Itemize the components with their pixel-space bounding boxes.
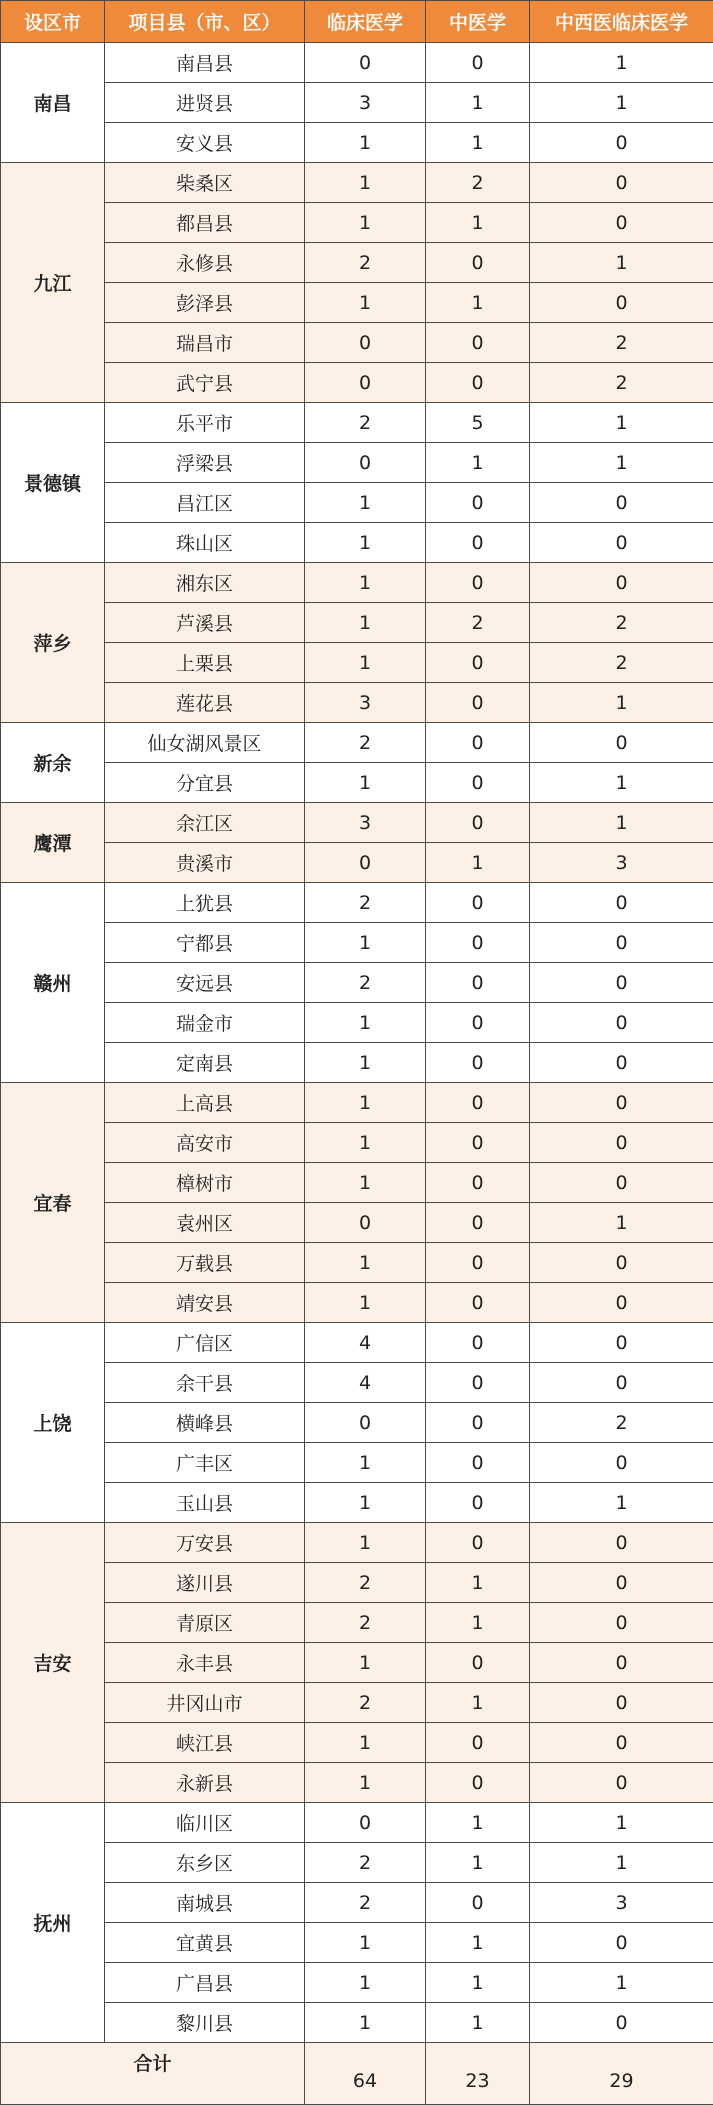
tcm-cell: 1 [426, 843, 530, 883]
county-cell: 井冈山市 [105, 1683, 305, 1723]
clinical-cell: 2 [305, 403, 426, 443]
tcm-cell: 0 [426, 1043, 530, 1083]
table-row [1, 2003, 713, 2043]
county-cell: 柴桑区 [105, 163, 305, 203]
integrated-cell: 0 [530, 1763, 713, 1803]
tcm-cell: 0 [426, 1643, 530, 1683]
tcm-cell: 1 [426, 1923, 530, 1963]
integrated-cell: 0 [530, 203, 713, 243]
clinical-cell: 2 [305, 883, 426, 923]
integrated-cell: 1 [530, 1843, 713, 1883]
county-cell: 定南县 [105, 1043, 305, 1083]
tcm-cell: 0 [426, 683, 530, 723]
table-row [1, 843, 713, 883]
table-row [1, 1123, 713, 1163]
header-city: 设区市 [1, 1, 105, 43]
table-row [1, 883, 713, 923]
county-cell: 遂川县 [105, 1563, 305, 1603]
tcm-cell: 0 [426, 1723, 530, 1763]
table-row [1, 1843, 713, 1883]
tcm-cell: 1 [426, 203, 530, 243]
clinical-cell: 1 [305, 1123, 426, 1163]
table-row [1, 1163, 713, 1203]
integrated-cell: 0 [530, 1363, 713, 1403]
header-tcm: 中医学 [426, 1, 530, 43]
clinical-cell: 1 [305, 1003, 426, 1043]
clinical-cell: 2 [305, 243, 426, 283]
tcm-cell: 1 [426, 2003, 530, 2043]
county-cell: 玉山县 [105, 1483, 305, 1523]
tcm-cell: 0 [426, 1323, 530, 1363]
integrated-cell: 0 [530, 1283, 713, 1323]
integrated-cell: 0 [530, 1243, 713, 1283]
city-cell: 宜春 [1, 1083, 105, 1323]
county-cell: 余江区 [105, 803, 305, 843]
tcm-cell: 1 [426, 83, 530, 123]
table-row [1, 1523, 713, 1563]
integrated-cell: 0 [530, 163, 713, 203]
county-cell: 南昌县 [105, 43, 305, 83]
clinical-cell: 0 [305, 1403, 426, 1443]
tcm-cell: 0 [426, 243, 530, 283]
county-cell: 宜黄县 [105, 1923, 305, 1963]
clinical-cell: 1 [305, 1523, 426, 1563]
county-cell: 莲花县 [105, 683, 305, 723]
county-cell: 南城县 [105, 1883, 305, 1923]
clinical-cell: 1 [305, 523, 426, 563]
integrated-cell: 3 [530, 843, 713, 883]
integrated-cell: 0 [530, 1523, 713, 1563]
clinical-cell: 1 [305, 1923, 426, 1963]
tcm-cell: 0 [426, 1483, 530, 1523]
county-cell: 余干县 [105, 1363, 305, 1403]
tcm-cell: 0 [426, 1443, 530, 1483]
integrated-cell: 0 [530, 1923, 713, 1963]
total-label: 合计 [1, 2043, 305, 2105]
clinical-cell: 1 [305, 1643, 426, 1683]
city-cell: 萍乡 [1, 563, 105, 723]
integrated-cell: 0 [530, 123, 713, 163]
clinical-cell: 1 [305, 123, 426, 163]
county-cell: 永新县 [105, 1763, 305, 1803]
table-row [1, 963, 713, 1003]
tcm-cell: 0 [426, 1763, 530, 1803]
table-row [1, 683, 713, 723]
clinical-cell: 0 [305, 43, 426, 83]
city-cell: 九江 [1, 163, 105, 403]
integrated-cell: 1 [530, 1803, 713, 1843]
tcm-cell: 1 [426, 1683, 530, 1723]
county-cell: 永丰县 [105, 1643, 305, 1683]
table-row [1, 403, 713, 443]
county-cell: 安义县 [105, 123, 305, 163]
integrated-cell: 0 [530, 1003, 713, 1043]
clinical-cell: 1 [305, 1723, 426, 1763]
clinical-cell: 1 [305, 643, 426, 683]
table-row [1, 1043, 713, 1083]
tcm-cell: 0 [426, 763, 530, 803]
integrated-cell: 1 [530, 1963, 713, 2003]
table-row [1, 723, 713, 763]
table-row [1, 443, 713, 483]
clinical-cell: 3 [305, 83, 426, 123]
integrated-cell: 0 [530, 1443, 713, 1483]
integrated-cell: 2 [530, 643, 713, 683]
integrated-cell: 0 [530, 1163, 713, 1203]
tcm-cell: 0 [426, 883, 530, 923]
header-clinical: 临床医学 [305, 1, 426, 43]
clinical-cell: 1 [305, 923, 426, 963]
integrated-cell: 0 [530, 523, 713, 563]
clinical-cell: 1 [305, 163, 426, 203]
tcm-cell: 0 [426, 363, 530, 403]
table-row [1, 483, 713, 523]
table-row [1, 643, 713, 683]
clinical-cell: 1 [305, 1963, 426, 2003]
total-tcm: 23 [426, 2043, 530, 2105]
table-row [1, 83, 713, 123]
table-row [1, 1763, 713, 1803]
clinical-cell: 1 [305, 283, 426, 323]
integrated-cell: 1 [530, 83, 713, 123]
county-cell: 广丰区 [105, 1443, 305, 1483]
table-row [1, 563, 713, 603]
total-row [1, 2043, 713, 2105]
table-row [1, 1083, 713, 1123]
clinical-cell: 0 [305, 843, 426, 883]
county-cell: 临川区 [105, 1803, 305, 1843]
tcm-cell: 1 [426, 1803, 530, 1843]
tcm-cell: 0 [426, 1123, 530, 1163]
tcm-cell: 0 [426, 1403, 530, 1443]
county-cell: 宁都县 [105, 923, 305, 963]
clinical-cell: 3 [305, 683, 426, 723]
integrated-cell: 0 [530, 1563, 713, 1603]
county-cell: 彭泽县 [105, 283, 305, 323]
integrated-cell: 0 [530, 1643, 713, 1683]
tcm-cell: 0 [426, 1083, 530, 1123]
county-cell: 青原区 [105, 1603, 305, 1643]
table-row [1, 923, 713, 963]
clinical-cell: 1 [305, 603, 426, 643]
integrated-cell: 0 [530, 1683, 713, 1723]
tcm-cell: 0 [426, 923, 530, 963]
integrated-cell: 0 [530, 1323, 713, 1363]
county-cell: 上高县 [105, 1083, 305, 1123]
tcm-cell: 0 [426, 1243, 530, 1283]
clinical-cell: 1 [305, 1083, 426, 1123]
table-row [1, 1283, 713, 1323]
tcm-cell: 0 [426, 563, 530, 603]
table-row [1, 123, 713, 163]
county-cell: 广信区 [105, 1323, 305, 1363]
table-row [1, 523, 713, 563]
integrated-cell: 1 [530, 763, 713, 803]
county-cell: 上犹县 [105, 883, 305, 923]
total-clinical: 64 [305, 2043, 426, 2105]
table-body [1, 43, 713, 2043]
clinical-cell: 2 [305, 963, 426, 1003]
tcm-cell: 0 [426, 643, 530, 683]
city-cell: 鹰潭 [1, 803, 105, 883]
clinical-cell: 1 [305, 1763, 426, 1803]
clinical-cell: 3 [305, 803, 426, 843]
county-cell: 乐平市 [105, 403, 305, 443]
city-cell: 景德镇 [1, 403, 105, 563]
tcm-cell: 0 [426, 43, 530, 83]
clinical-cell: 4 [305, 1323, 426, 1363]
county-cell: 东乡区 [105, 1843, 305, 1883]
county-cell: 黎川县 [105, 2003, 305, 2043]
tcm-cell: 0 [426, 1163, 530, 1203]
county-cell: 万安县 [105, 1523, 305, 1563]
tcm-cell: 1 [426, 1603, 530, 1643]
integrated-cell: 0 [530, 1723, 713, 1763]
integrated-cell: 0 [530, 883, 713, 923]
county-cell: 分宜县 [105, 763, 305, 803]
tcm-cell: 1 [426, 1963, 530, 2003]
integrated-cell: 1 [530, 1203, 713, 1243]
county-cell: 靖安县 [105, 1283, 305, 1323]
table-row [1, 163, 713, 203]
city-cell: 上饶 [1, 1323, 105, 1523]
integrated-cell: 2 [530, 323, 713, 363]
county-cell: 武宁县 [105, 363, 305, 403]
integrated-cell: 0 [530, 723, 713, 763]
tcm-cell: 2 [426, 603, 530, 643]
clinical-cell: 2 [305, 1603, 426, 1643]
county-cell: 万载县 [105, 1243, 305, 1283]
tcm-cell: 5 [426, 403, 530, 443]
county-cell: 高安市 [105, 1123, 305, 1163]
tcm-cell: 0 [426, 483, 530, 523]
tcm-cell: 0 [426, 723, 530, 763]
table-row [1, 1923, 713, 1963]
integrated-cell: 0 [530, 2003, 713, 2043]
table-row [1, 1363, 713, 1403]
tcm-cell: 0 [426, 1003, 530, 1043]
county-cell: 都昌县 [105, 203, 305, 243]
tcm-cell: 1 [426, 123, 530, 163]
clinical-cell: 0 [305, 1803, 426, 1843]
clinical-cell: 2 [305, 1563, 426, 1603]
tcm-cell: 0 [426, 1283, 530, 1323]
header-row [1, 1, 713, 43]
table-row [1, 283, 713, 323]
clinical-cell: 1 [305, 483, 426, 523]
county-cell: 广昌县 [105, 1963, 305, 2003]
table-row [1, 1603, 713, 1643]
tcm-cell: 1 [426, 283, 530, 323]
integrated-cell: 1 [530, 803, 713, 843]
table-row [1, 1243, 713, 1283]
tcm-cell: 0 [426, 523, 530, 563]
table-row [1, 1483, 713, 1523]
clinical-cell: 1 [305, 563, 426, 603]
clinical-cell: 0 [305, 323, 426, 363]
tcm-cell: 1 [426, 443, 530, 483]
clinical-cell: 1 [305, 1483, 426, 1523]
integrated-cell: 0 [530, 283, 713, 323]
table-row [1, 1643, 713, 1683]
county-cell: 袁州区 [105, 1203, 305, 1243]
clinical-cell: 0 [305, 443, 426, 483]
county-cell: 芦溪县 [105, 603, 305, 643]
tcm-cell: 0 [426, 1203, 530, 1243]
city-cell: 吉安 [1, 1523, 105, 1803]
table-row [1, 243, 713, 283]
clinical-cell: 2 [305, 1683, 426, 1723]
clinical-cell: 1 [305, 763, 426, 803]
integrated-cell: 0 [530, 1043, 713, 1083]
city-cell: 新余 [1, 723, 105, 803]
clinical-cell: 0 [305, 363, 426, 403]
clinical-cell: 1 [305, 1043, 426, 1083]
clinical-cell: 1 [305, 1283, 426, 1323]
integrated-cell: 1 [530, 403, 713, 443]
table-row [1, 1683, 713, 1723]
table-row [1, 43, 713, 83]
clinical-cell: 1 [305, 203, 426, 243]
table-row [1, 1003, 713, 1043]
integrated-cell: 1 [530, 43, 713, 83]
integrated-cell: 1 [530, 1483, 713, 1523]
table-row [1, 803, 713, 843]
county-cell: 珠山区 [105, 523, 305, 563]
tcm-cell: 2 [426, 163, 530, 203]
county-cell: 樟树市 [105, 1163, 305, 1203]
table-row [1, 603, 713, 643]
table-row [1, 323, 713, 363]
city-cell: 赣州 [1, 883, 105, 1083]
integrated-cell: 0 [530, 923, 713, 963]
county-cell: 安远县 [105, 963, 305, 1003]
table-row [1, 1403, 713, 1443]
county-cell: 横峰县 [105, 1403, 305, 1443]
county-cell: 进贤县 [105, 83, 305, 123]
clinical-cell: 2 [305, 1883, 426, 1923]
integrated-cell: 2 [530, 1403, 713, 1443]
tcm-cell: 0 [426, 1363, 530, 1403]
county-cell: 永修县 [105, 243, 305, 283]
tcm-cell: 0 [426, 803, 530, 843]
table-row [1, 763, 713, 803]
integrated-cell: 0 [530, 1083, 713, 1123]
integrated-cell: 3 [530, 1883, 713, 1923]
table-row [1, 1563, 713, 1603]
tcm-cell: 0 [426, 1523, 530, 1563]
county-cell: 湘东区 [105, 563, 305, 603]
table-row [1, 1963, 713, 2003]
clinical-cell: 2 [305, 1843, 426, 1883]
integrated-cell: 1 [530, 443, 713, 483]
integrated-cell: 0 [530, 563, 713, 603]
county-cell: 浮梁县 [105, 443, 305, 483]
tcm-cell: 1 [426, 1843, 530, 1883]
integrated-cell: 0 [530, 1123, 713, 1163]
table-row [1, 1443, 713, 1483]
tcm-cell: 0 [426, 963, 530, 1003]
table-row [1, 1323, 713, 1363]
county-cell: 贵溪市 [105, 843, 305, 883]
clinical-cell: 1 [305, 1443, 426, 1483]
table-row [1, 1883, 713, 1923]
county-cell: 仙女湖风景区 [105, 723, 305, 763]
header-integrated: 中西医临床医学 [530, 1, 713, 43]
county-cell: 瑞金市 [105, 1003, 305, 1043]
integrated-cell: 0 [530, 1603, 713, 1643]
tcm-cell: 0 [426, 323, 530, 363]
county-cell: 昌江区 [105, 483, 305, 523]
table-row [1, 363, 713, 403]
integrated-cell: 0 [530, 963, 713, 1003]
total-integrated: 29 [530, 2043, 713, 2105]
integrated-cell: 1 [530, 243, 713, 283]
county-cell: 峡江县 [105, 1723, 305, 1763]
table-row [1, 1803, 713, 1843]
county-cell: 上栗县 [105, 643, 305, 683]
table-row [1, 1723, 713, 1763]
integrated-cell: 1 [530, 683, 713, 723]
county-cell: 瑞昌市 [105, 323, 305, 363]
city-cell: 南昌 [1, 43, 105, 163]
clinical-cell: 4 [305, 1363, 426, 1403]
table-row [1, 203, 713, 243]
clinical-cell: 0 [305, 1203, 426, 1243]
clinical-cell: 1 [305, 2003, 426, 2043]
header-county: 项目县（市、区） [105, 1, 305, 43]
clinical-cell: 1 [305, 1243, 426, 1283]
tcm-cell: 1 [426, 1563, 530, 1603]
city-cell: 抚州 [1, 1803, 105, 2043]
integrated-cell: 0 [530, 483, 713, 523]
clinical-cell: 1 [305, 1163, 426, 1203]
integrated-cell: 2 [530, 363, 713, 403]
clinical-cell: 2 [305, 723, 426, 763]
integrated-cell: 2 [530, 603, 713, 643]
tcm-cell: 0 [426, 1883, 530, 1923]
table-row [1, 1203, 713, 1243]
